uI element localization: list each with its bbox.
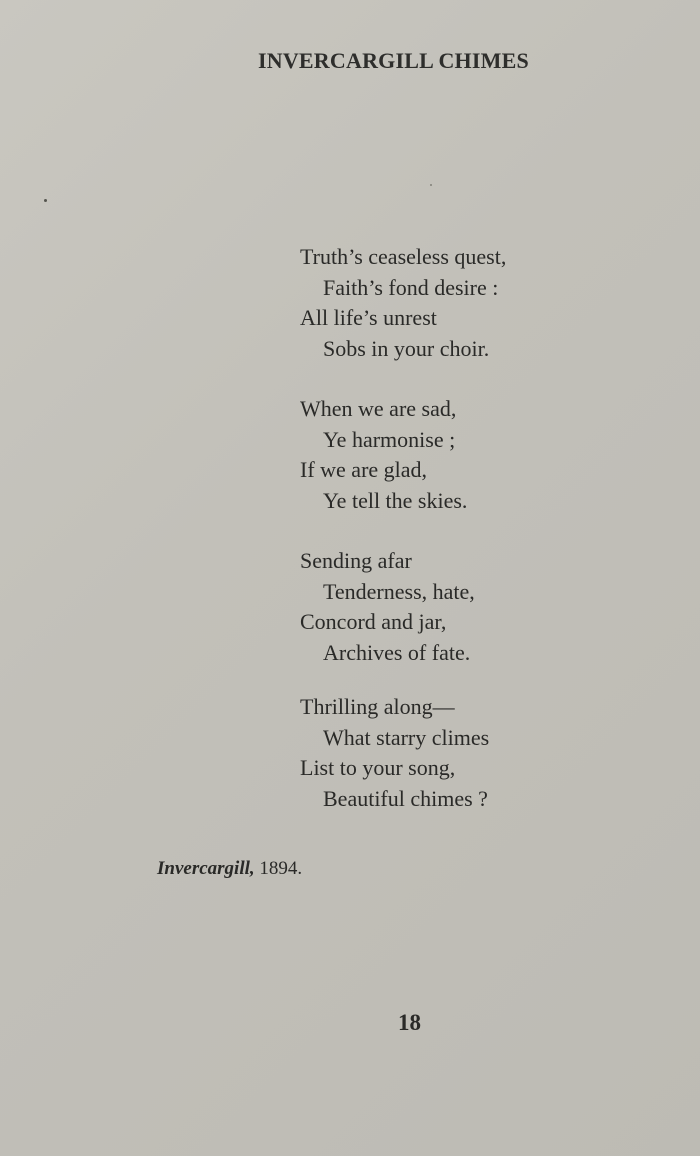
dateline xyxy=(157,858,302,880)
running-head: INVERCARGILL CHIMES xyxy=(258,48,529,73)
poem-line: Ye tell the skies. xyxy=(323,487,468,513)
paper-speck xyxy=(44,199,47,202)
stanza-1 xyxy=(300,242,660,364)
poem-line: Archives of fate. xyxy=(323,639,471,665)
poem-line: All life’s unrest xyxy=(300,305,437,330)
poem-line: When we are sad, xyxy=(300,396,457,421)
stanza-break xyxy=(300,364,660,394)
stanza-break xyxy=(300,516,660,546)
poem-line: Sending afar xyxy=(300,548,412,573)
poem-line: What starry climes xyxy=(323,724,490,750)
poem xyxy=(300,242,660,814)
poem-line: List to your song, xyxy=(300,755,456,780)
poem-line: Beautiful chimes ? xyxy=(323,785,488,811)
stanza-3 xyxy=(300,546,660,668)
paper-speck xyxy=(430,184,432,186)
dateline-place: Invercargill, xyxy=(157,858,255,879)
stanza-4 xyxy=(300,692,660,814)
poem-line: Concord and jar, xyxy=(300,609,447,634)
poem-line: Truth’s ceaseless quest, xyxy=(300,244,507,269)
stanza-2 xyxy=(300,394,660,516)
stanza-break xyxy=(300,668,660,692)
poem-line: Faith’s fond desire : xyxy=(323,274,499,300)
page-number: 18 xyxy=(398,1010,421,1035)
poem-line: Ye harmonise ; xyxy=(323,426,456,452)
poem-line: If we are glad, xyxy=(300,457,428,482)
dateline-year: 1894. xyxy=(259,858,303,879)
poem-line: Sobs in your choir. xyxy=(323,335,490,361)
poem-line: Thrilling along— xyxy=(300,694,455,719)
poem-line: Tenderness, hate, xyxy=(323,578,475,604)
